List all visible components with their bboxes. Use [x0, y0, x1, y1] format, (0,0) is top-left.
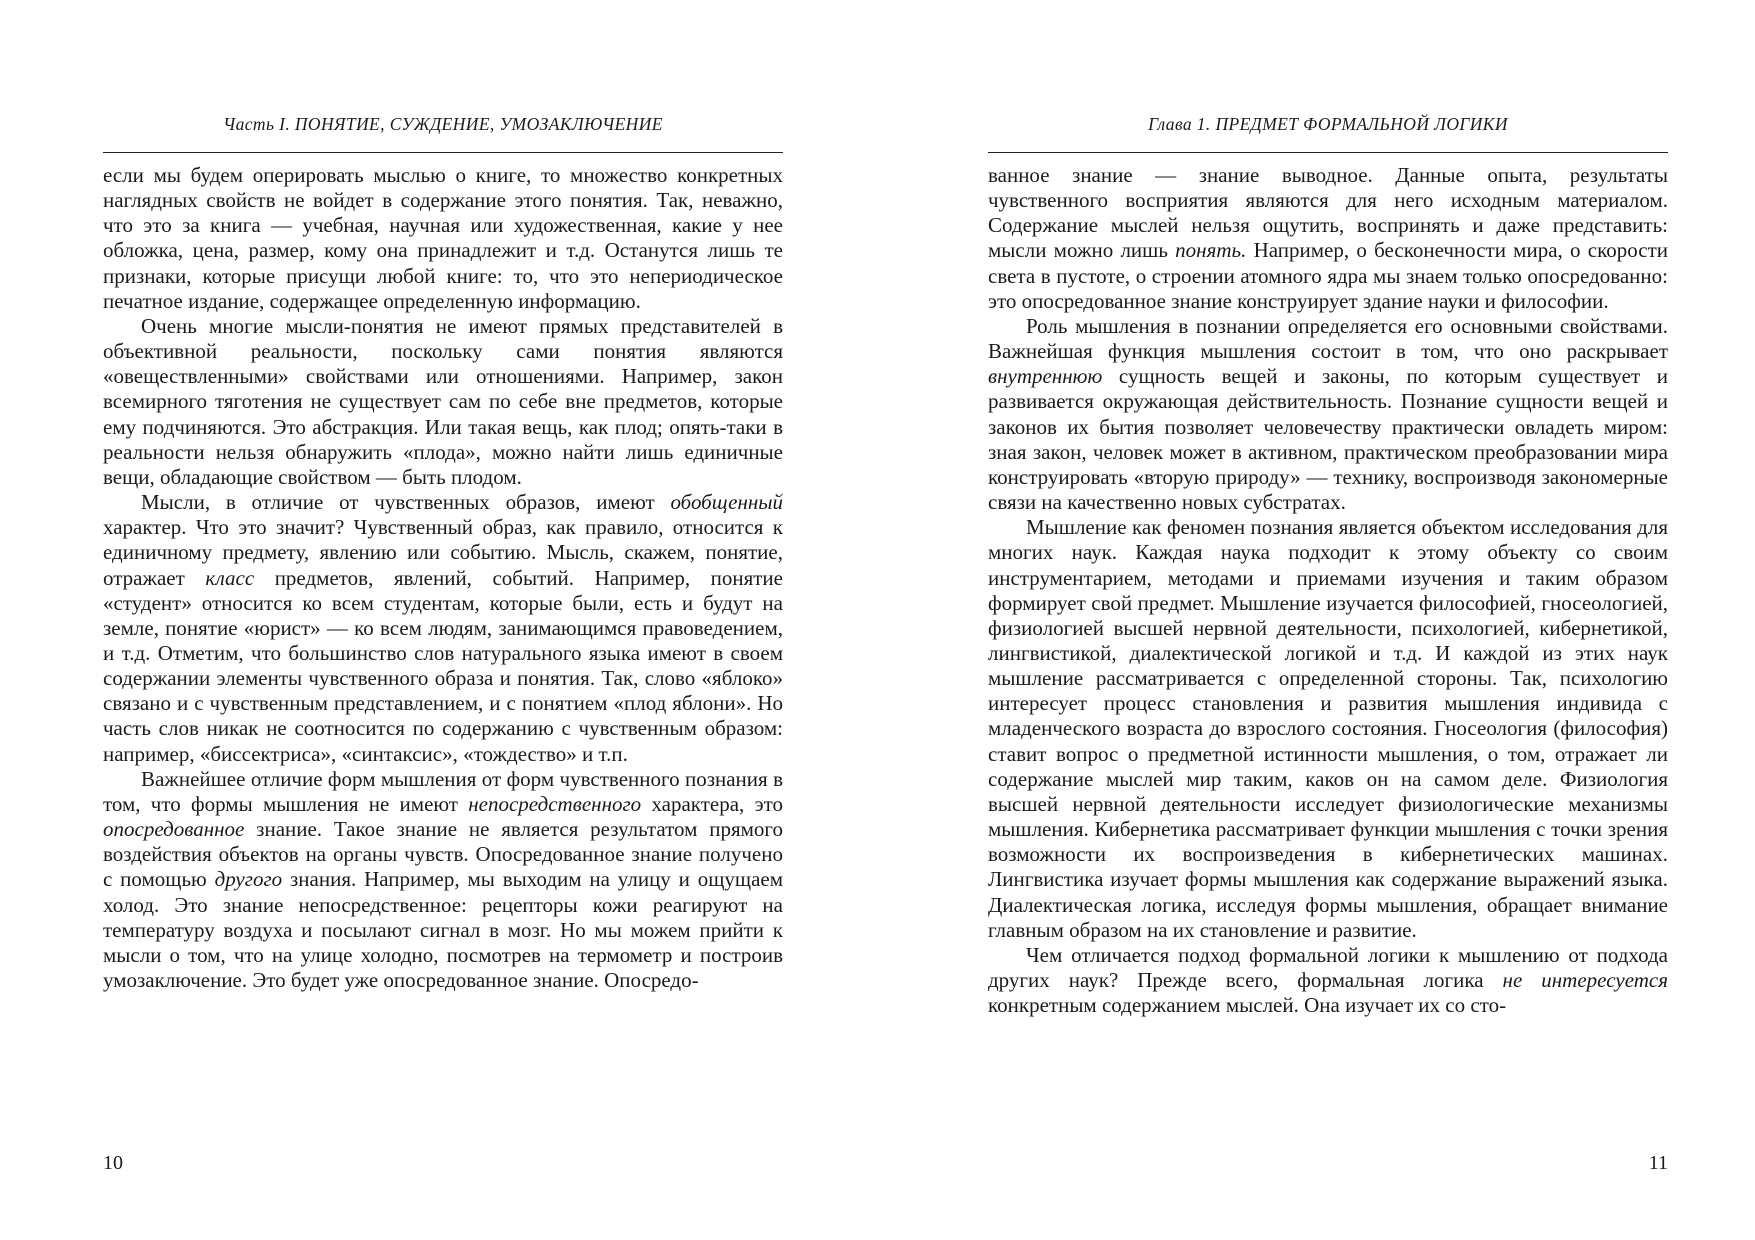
- right-page: [988, 0, 1668, 1240]
- paragraph: Очень многие мысли-понятия не имеют прямых представителей в объективной реальности, поскольку сами понятия являются «овеществленными» свойствами или отношениями. Например, закон всемирного тяготения не существует сам по себе вне предметов, которые ему подчиняются. Это абстракция. Или такая вещь, как плод; опять-таки в реальности нельзя обнаружить «плода», можно найти лишь единичные вещи, обладающие свойством — быть плодом.: [103, 313, 783, 489]
- paragraph: ванное знание — знание выводное. Данные опыта, результаты чувственного восприятия являются для него исходным материалом. Содержание мыслей нельзя ощутить, воспринять и даже представить: мысли можно лишь понять. Например, о бесконечности мира, о скорости света в пустоте, о строении атомного ядра мы знаем только опосредованно: это опосредованное знание конструирует здание науки и философии.: [988, 163, 1668, 313]
- page-number-left: 10: [103, 1152, 123, 1174]
- paragraph: если мы будем оперировать мыслью о книге, то множество конкретных наглядных свойств не войдет в содержание этого понятия. Так, неважно, что это за книга — учебная, научная или художественная, какие у нее обложка, цена, размер, кому она принадлежит и т.д. Останутся лишь те признаки, которые присущи любой книге: то, что это непериодическое печатное издание, содержащее определенную информацию.: [103, 163, 783, 313]
- running-head-right: Глава 1. ПРЕДМЕТ ФОРМАЛЬНОЙ ЛОГИКИ: [1148, 114, 1508, 134]
- paragraph: Мысли, в отличие от чувственных образов, имеют обобщенный характер. Что это значит? Чувственный образ, как правило, относится к единичному предмету, явлению или событию. Мысль, скажем, понятие, отражает класс предметов, явлений, событий. Например, понятие «студент» относится ко всем студентам, которые были, есть и будут на земле, понятие «юрист» — ко всем людям, занимающимся правоведением, и т.д. Отметим, что большинство слов натурального языка имеют в своем содержании элементы чувственного образа и понятия. Так, слово «яблоко» связано и с чувственным представлением, и с понятием «плод яблони». Но часть слов никак не соотносится по содержанию с чувственным образом: например, «биссектриса», «синтаксис», «тождество» и т.п.: [103, 490, 783, 766]
- left-page: [103, 0, 783, 1240]
- body-text-left: [103, 163, 783, 993]
- paragraph: Чем отличается подход формальной логики к мышлению от подхода других наук? Прежде всего, формальная логика не интересуется конкретным содержанием мыслей. Она изучает их со сто-: [988, 942, 1669, 1018]
- header-rule-left: [103, 152, 783, 153]
- paragraph: Мышление как феномен познания является объектом исследования для многих наук. Каждая наука подходит к этому объекту со своим инструментарием, методами и приемами изучения и таким образом формирует свой предмет. Мышление изучается философией, гносеологией, физиологией высшей нервной деятельности, психологией, кибернетикой, лингвистикой, диалектической логикой и т.д. И каждой из этих наук мышление рассматривается с определенной стороны. Так, психологию интересует процесс становления и развития мышления индивида с младенческого возраста до взрослого состояния. Гносеология (философия) ставит вопрос о предметной истинности мышления, о том, отражает ли содержание мыслей мир таким, каков он на самом деле. Физиология высшей нервной деятельности исследует физиологические механизмы мышления. Кибернетика рассматривает функции мышления с точки зрения возможности их воспроизведения в кибернетических машинах. Лингвистика изучает формы мышления как содержание выражений языка. Диалектическая логика, исследуя формы мышления, обращает внимание главным образом на их становление и развитие.: [988, 515, 1668, 942]
- page-number-right: 11: [1648, 1152, 1668, 1174]
- paragraph: Важнейшее отличие форм мышления от форм чувственного познания в том, что формы мышления не имеют непосредственного характера, это опосредованное знание. Такое знание не является результатом прямого воздействия объектов на органы чувств. Опосредованное знание получено с помощью другого знания. Например, мы выходим на улицу и ощущаем холод. Это знание непосредственное: рецепторы кожи реагируют на температуру воздуха и посылают сигнал в мозг. Но мы можем прийти к мысли о том, что на улице холодно, посмотрев на термометр и построив умозаключение. Это будет уже опосредованное знание. Опосредо-: [103, 766, 783, 992]
- paragraph: Роль мышления в познании определяется его основными свойствами. Важнейшая функция мышления состоит в том, что оно раскрывает внутреннюю сущность вещей и законы, по которым существует и развивается окружающая действительность. Познание сущности вещей и законов их бытия позволяет человечеству практически овладеть миром: зная закон, человек может в активном, практическом преобразовании мира конструировать «вторую природу» — технику, воспроизводя закономерные связи на качественно новых субстратах.: [988, 313, 1668, 515]
- body-text-right: [988, 163, 1668, 1018]
- header-rule-right: [988, 152, 1668, 153]
- running-head-left: Часть I. ПОНЯТИЕ, СУЖДЕНИЕ, УМОЗАКЛЮЧЕНИЕ: [223, 114, 663, 134]
